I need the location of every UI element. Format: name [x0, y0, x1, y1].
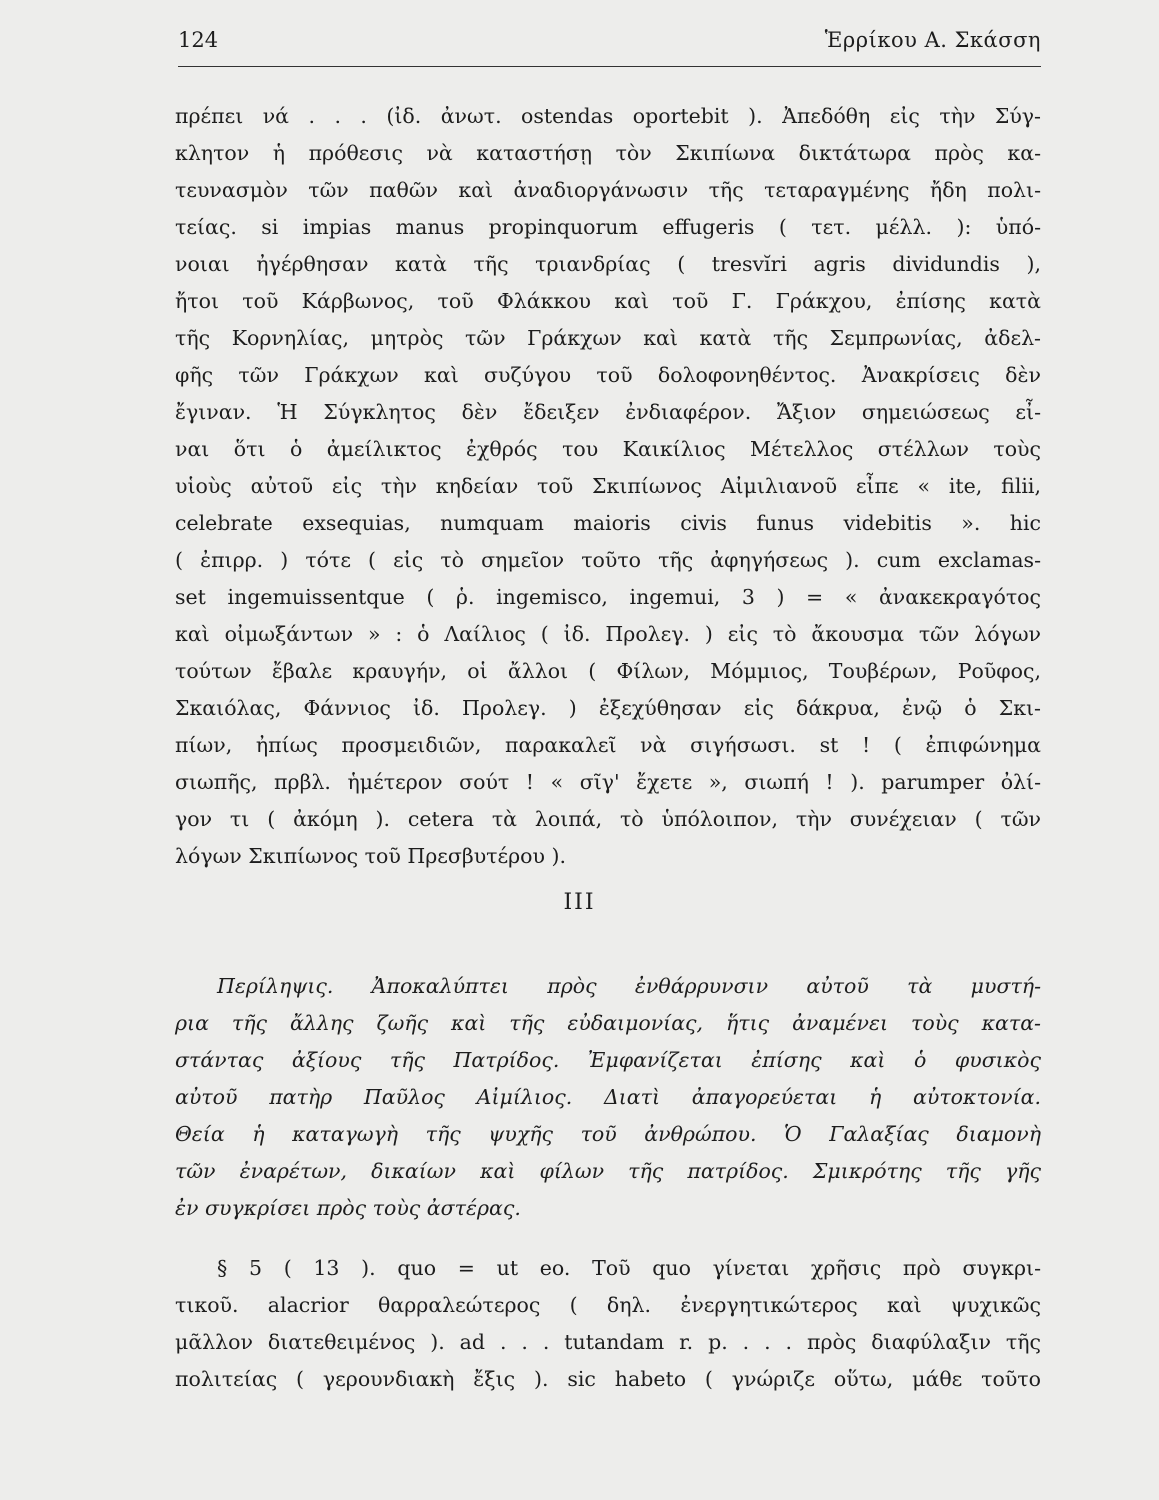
- text-line: τικοῦ. alacrior θαρραλεώτερος ( δηλ. ἐνεργητικώτερος καὶ ψυχικῶς: [175, 1293, 1041, 1317]
- text-line: set ingemuissentque ( ῥ. ingemisco, ingemui, 3 ) = « ἀνακεκραγότος: [175, 585, 1041, 609]
- paragraph-5-text: [175, 1250, 1041, 1398]
- text-line: ναι ὅτι ὁ ἀμείλικτος ἐχθρός του Καικίλιος Μέτελλος στέλλων τοὺς: [175, 437, 1041, 461]
- text-line: υἱοὺς αὐτοῦ εἰς τὴν κηδείαν τοῦ Σκιπίωνος Αἰμιλιανοῦ εἶπε « ite, filii,: [175, 474, 1041, 498]
- summary-line: στάντας ἀξίους τῆς Πατρίδος. Ἐμφανίζεται ἐπίσης καὶ ὁ φυσικὸς: [175, 1048, 1041, 1072]
- summary-line: ρια τῆς ἄλλης ζωῆς καὶ τῆς εὐδαιμονίας, ἥτις ἀναμένει τοὺς κατα-: [175, 1011, 1041, 1035]
- text-line: celebrate exsequias, numquam maioris civis funus videbitis ». hic: [175, 511, 1041, 535]
- text-line: ἤτοι τοῦ Κάρβωνος, τοῦ Φλάκκου καὶ τοῦ Γ. Γράκχου, ἐπίσης κατὰ: [175, 289, 1041, 313]
- text-line: μᾶλλον διατεθειμένος ). ad . . . tutandam r. p. . . . πρὸς διαφύλαξιν τῆς: [175, 1330, 1041, 1354]
- text-line: πολιτείας ( γερουνδιακὴ ἔξις ). sic habeto ( γνώριζε οὕτω, μάθε τοῦτο: [175, 1367, 1041, 1391]
- page-number: 124: [178, 28, 219, 52]
- summary-line: Περίληψις. Ἀποκαλύπτει πρὸς ἐνθάρρυνσιν αὐτοῦ τὰ μυστή-: [217, 974, 1041, 998]
- summary-line: αὐτοῦ πατὴρ Παῦλος Αἰμίλιος. Διατὶ ἀπαγορεύεται ἡ αὐτοκτονία.: [175, 1085, 1041, 1109]
- text-line: φῆς τῶν Γράκχων καὶ συζύγου τοῦ δολοφονηθέντος. Ἀνακρίσεις δὲν: [175, 363, 1041, 387]
- text-line: ἔγιναν. Ἡ Σύγκλητος δὲν ἔδειξεν ἐνδιαφέρον. Ἄξιον σημειώσεως εἶ-: [175, 400, 1041, 424]
- summary-line: Θεία ἡ καταγωγὴ τῆς ψυχῆς τοῦ ἀνθρώπου. Ὁ Γαλαξίας διαμονὴ: [175, 1122, 1041, 1146]
- text-line: § 5 ( 13 ). quo = ut eo. Τοῦ quo γίνεται χρῆσις πρὸ συγκρι-: [217, 1256, 1041, 1280]
- commentary-text: [175, 98, 1041, 875]
- text-line: γον τι ( ἀκόμη ). cetera τὰ λοιπά, τὸ ὑπόλοιπον, τὴν συνέχειαν ( τῶν: [175, 807, 1041, 831]
- text-line: κλητον ἡ πρόθεσις νὰ καταστήσῃ τὸν Σκιπίωνα δικτάτωρα πρὸς κα-: [175, 141, 1041, 165]
- summary-text: [175, 968, 1041, 1227]
- text-line: σιωπῆς, πρβλ. ἡμέτερον σούτ ! « σῖγ' ἔχετε », σιωπή ! ). parumper ὀλί-: [175, 770, 1041, 794]
- text-line: πρέπει νά . . . (ἰδ. ἀνωτ. ostendas oportebit ). Ἀπεδόθη εἰς τὴν Σύγ-: [175, 104, 1041, 128]
- text-line: καὶ οἰμωξάντων » : ὁ Λαίλιος ( ἰδ. Προλεγ. ) εἰς τὸ ἄκουσμα τῶν λόγων: [175, 622, 1041, 646]
- running-head: Ἑρρίκου Α. Σκάσση: [824, 28, 1041, 52]
- text-line: τευνασμὸν τῶν παθῶν καὶ ἀναδιοργάνωσιν τῆς τεταραγμένης ἤδη πολι-: [175, 178, 1041, 202]
- text-line: τούτων ἔβαλε κραυγήν, οἱ ἄλλοι ( Φίλων, Μόμμιος, Τουβέρων, Ροῦφος,: [175, 659, 1041, 683]
- text-line: ( ἐπιρρ. ) τότε ( εἰς τὸ σημεῖον τοῦτο τῆς ἀφηγήσεως ). cum exclamas-: [175, 548, 1041, 572]
- text-line: Σκαιόλας, Φάννιος ἰδ. Προλεγ. ) ἐξεχύθησαν εἰς δάκρυα, ἐνῷ ὁ Σκι-: [175, 696, 1041, 720]
- text-line: πίων, ἠπίως προσμειδιῶν, παρακαλεῖ νὰ σιγήσωσι. st ! ( ἐπιφώνημα: [175, 733, 1041, 757]
- header-rule: [178, 66, 1041, 67]
- summary-line: ἐν συγκρίσει πρὸς τοὺς ἀστέρας.: [175, 1196, 521, 1220]
- text-line: τῆς Κορνηλίας, μητρὸς τῶν Γράκχων καὶ κατὰ τῆς Σεμπρωνίας, ἀδελ-: [175, 326, 1041, 350]
- text-line: τείας. si impias manus propinquorum effugeris ( τετ. μέλλ. ): ὑπό-: [175, 215, 1041, 239]
- text-line: νοιαι ἠγέρθησαν κατὰ τῆς τριανδρίας ( tresvĭri agris dividundis ),: [175, 252, 1041, 276]
- summary-line: τῶν ἐναρέτων, δικαίων καὶ φίλων τῆς πατρίδος. Σμικρότης τῆς γῆς: [175, 1159, 1041, 1183]
- section-numeral: III: [563, 890, 596, 915]
- text-line: λόγων Σκιπίωνος τοῦ Πρεσβυτέρου ).: [175, 844, 567, 868]
